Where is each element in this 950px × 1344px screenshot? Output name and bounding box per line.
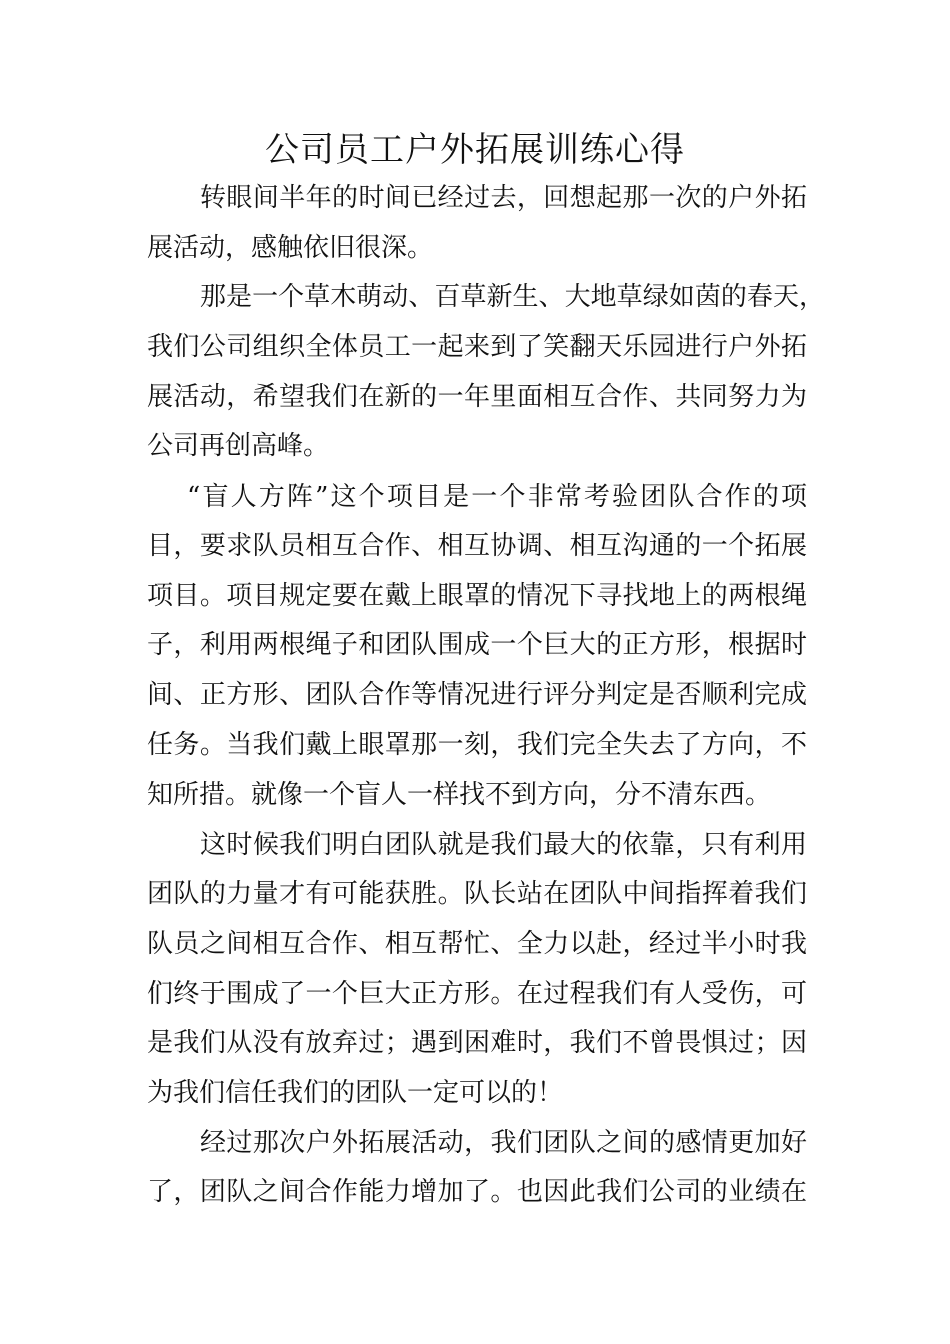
paragraph-line: 了，团队之间合作能力增加了。也因此我们公司的业绩在	[147, 1177, 807, 1207]
paragraph-line: 项目。项目规定要在戴上眼罩的情况下寻找地上的两根绳	[147, 581, 807, 611]
paragraph-line: 们终于围成了一个巨大正方形。在过程我们有人受伤，可	[147, 979, 807, 1009]
paragraph-line: 间、正方形、团队合作等情况进行评分判定是否顺利完成	[147, 680, 807, 710]
paragraph-line: 任务。当我们戴上眼罩那一刻，我们完全失去了方向，不	[147, 730, 807, 760]
paragraph-line: 公司再创高峰。	[147, 431, 330, 461]
paragraph-line: “盲人方阵”这个项目是一个非常考验团队合作的项	[187, 482, 807, 512]
paragraph-line: 那是一个草木萌动、百草新生、大地草绿如茵的春天，	[200, 282, 825, 312]
paragraph-line: 团队的力量才有可能获胜。队长站在团队中间指挥着我们	[147, 879, 807, 909]
paragraph-line: 是我们从没有放弃过；遇到困难时，我们不曾畏惧过；因	[147, 1028, 807, 1058]
paragraph-line: 我们公司组织全体员工一起来到了笑翻天乐园进行户外拓	[147, 332, 807, 362]
document-title: 公司员工户外拓展训练心得	[265, 130, 685, 170]
paragraph-line: 经过那次户外拓展活动，我们团队之间的感情更加好	[200, 1128, 807, 1158]
paragraph-line: 为我们信任我们的团队一定可以的！	[147, 1078, 564, 1108]
paragraph-line: 展活动，希望我们在新的一年里面相互合作、共同努力为	[147, 382, 807, 412]
paragraph-line: 队员之间相互合作、相互帮忙、全力以赴，经过半小时我	[147, 929, 807, 959]
paragraph-line: 子，利用两根绳子和团队围成一个巨大的正方形，根据时	[147, 630, 807, 660]
paragraph-line: 这时候我们明白团队就是我们最大的依靠，只有利用	[200, 830, 807, 860]
paragraph-line: 转眼间半年的时间已经过去，回想起那一次的户外拓	[200, 183, 807, 213]
paragraph-line: 知所措。就像一个盲人一样找不到方向，分不清东西。	[147, 780, 772, 810]
paragraph-line: 展活动，感触依旧很深。	[147, 233, 434, 263]
paragraph-line: 目，要求队员相互合作、相互协调、相互沟通的一个拓展	[147, 531, 807, 561]
